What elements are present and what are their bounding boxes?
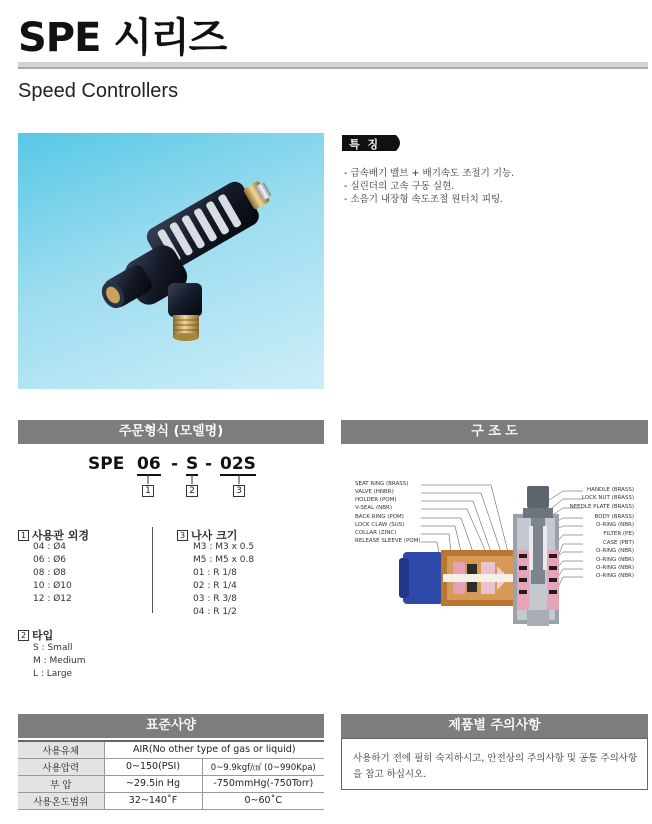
feature-item: - 급속배기 밸브 + 배기속도 조절기 기능.	[344, 168, 515, 179]
option-item: 10 : Ø10	[33, 581, 72, 591]
spec-label: 사용압력	[18, 758, 104, 775]
part-label: BACK RING (POM)	[355, 514, 404, 520]
spec-section-header: 표준사양	[18, 714, 324, 738]
part-label: HOLDER (POM)	[355, 497, 397, 503]
page-title: SPE 시리즈	[18, 15, 227, 61]
caution-section-header: 제품별 주의사항	[341, 714, 648, 738]
structure-section-header: 구 조 도	[341, 420, 648, 444]
option-group-label: 사용관 외경	[32, 529, 89, 542]
part-label: HANDLE (BRASS)	[587, 487, 634, 493]
option-item: 03 : R 3/8	[193, 594, 237, 604]
option-item: M3 : M3 x 0.5	[193, 542, 255, 552]
option-item: 04 : R 1/2	[193, 607, 237, 617]
option-item: 06 : Ø6	[33, 555, 67, 565]
option-column-divider	[152, 527, 153, 613]
option-item: S : Small	[33, 643, 73, 653]
spec-table	[18, 740, 324, 810]
option-item: 04 : Ø4	[33, 542, 67, 552]
option-group-label: 나사 크기	[191, 529, 238, 542]
code-part-size: 06	[137, 454, 161, 474]
spec-value: 0~60˚C	[202, 792, 324, 809]
part-label: NEEDLE PLATE (BRASS)	[569, 504, 634, 510]
option-item: 08 : Ø8	[33, 568, 67, 578]
part-label: LOCK NUT (BRASS)	[581, 495, 634, 501]
spec-value: 32~140˚F	[104, 792, 202, 809]
part-label: COLLAR (ZINC)	[355, 530, 397, 536]
option-group-type-title	[18, 627, 53, 643]
option-marker: 3	[177, 530, 188, 541]
part-label: RELEASE SLEEVE (POM)	[355, 538, 421, 544]
part-label: CASE (PBT)	[602, 540, 634, 546]
features-label: 특 징	[349, 138, 381, 151]
table-row	[18, 758, 324, 775]
option-item: L : Large	[33, 669, 73, 679]
code-dash: -	[171, 454, 179, 474]
option-group-label: 타입	[32, 629, 54, 642]
spec-value: 0~9.9kgf/㎠ (0~990Kpa)	[202, 758, 324, 775]
spec-value: 0~150(PSI)	[104, 758, 202, 775]
option-marker: 1	[18, 530, 29, 541]
part-label: FILTER (PE)	[603, 531, 634, 537]
part-label: O-RING (NBR)	[595, 565, 634, 571]
spec-value: -750mmHg(-750Torr)	[202, 775, 324, 792]
part-label: O-RING (NBR)	[595, 548, 634, 554]
part-label: V-SEAL (NBR)	[355, 505, 392, 511]
order-section-header: 주문형식 (모델명)	[18, 420, 324, 444]
part-label: O-RING (NBR)	[595, 557, 634, 563]
option-group-thread-title	[177, 527, 237, 543]
option-item: 01 : R 1/8	[193, 568, 237, 578]
part-label: O-RING (NBR)	[595, 522, 634, 528]
code-part-type: S	[186, 454, 199, 474]
option-marker: 2	[18, 630, 29, 641]
part-label: LOCK CLAW (SUS)	[355, 522, 405, 528]
option-item: M5 : M5 x 0.8	[193, 555, 255, 565]
table-row	[18, 775, 324, 792]
part-label: O-RING (NBR)	[595, 573, 634, 579]
caution-text: 사용하기 전에 필히 숙지하시고, 안전상의 주의사항 및 공통 주의사항을 참고 하십시오.	[353, 753, 638, 780]
spec-value: AIR(No other type of gas or liquid)	[104, 741, 324, 758]
code-dash: -	[205, 454, 213, 474]
option-item: M : Medium	[33, 656, 86, 666]
option-item: 02 : R 1/4	[193, 581, 237, 591]
spec-label: 사용온도범위	[18, 792, 104, 809]
part-label: BODY (BRASS)	[594, 514, 634, 520]
option-item: 12 : Ø12	[33, 594, 72, 604]
spec-value: ~29.5in Hg	[104, 775, 202, 792]
page-subtitle: Speed Controllers	[18, 80, 179, 102]
code-marker-3: 3	[233, 485, 245, 497]
part-label: VALVE (HNBR)	[355, 489, 394, 495]
table-row	[18, 792, 324, 809]
title-divider	[18, 62, 648, 69]
code-part-thread: 02S	[220, 454, 256, 474]
option-group-size-title	[18, 527, 89, 543]
product-photo	[18, 133, 324, 389]
table-row	[18, 741, 324, 758]
code-marker-2: 2	[186, 485, 198, 497]
spec-label: 부 압	[18, 775, 104, 792]
spec-label: 사용유체	[18, 741, 104, 758]
speed-controller-illustration	[18, 133, 324, 389]
feature-item: - 소음기 내장형 속도조절 원터치 피팅.	[344, 194, 504, 205]
part-label: SEAT RING (BRASS)	[355, 481, 409, 487]
code-marker-1: 1	[142, 485, 154, 497]
code-prefix: SPE	[88, 454, 125, 474]
feature-item: - 실린더의 고속 구동 실현.	[344, 181, 455, 192]
